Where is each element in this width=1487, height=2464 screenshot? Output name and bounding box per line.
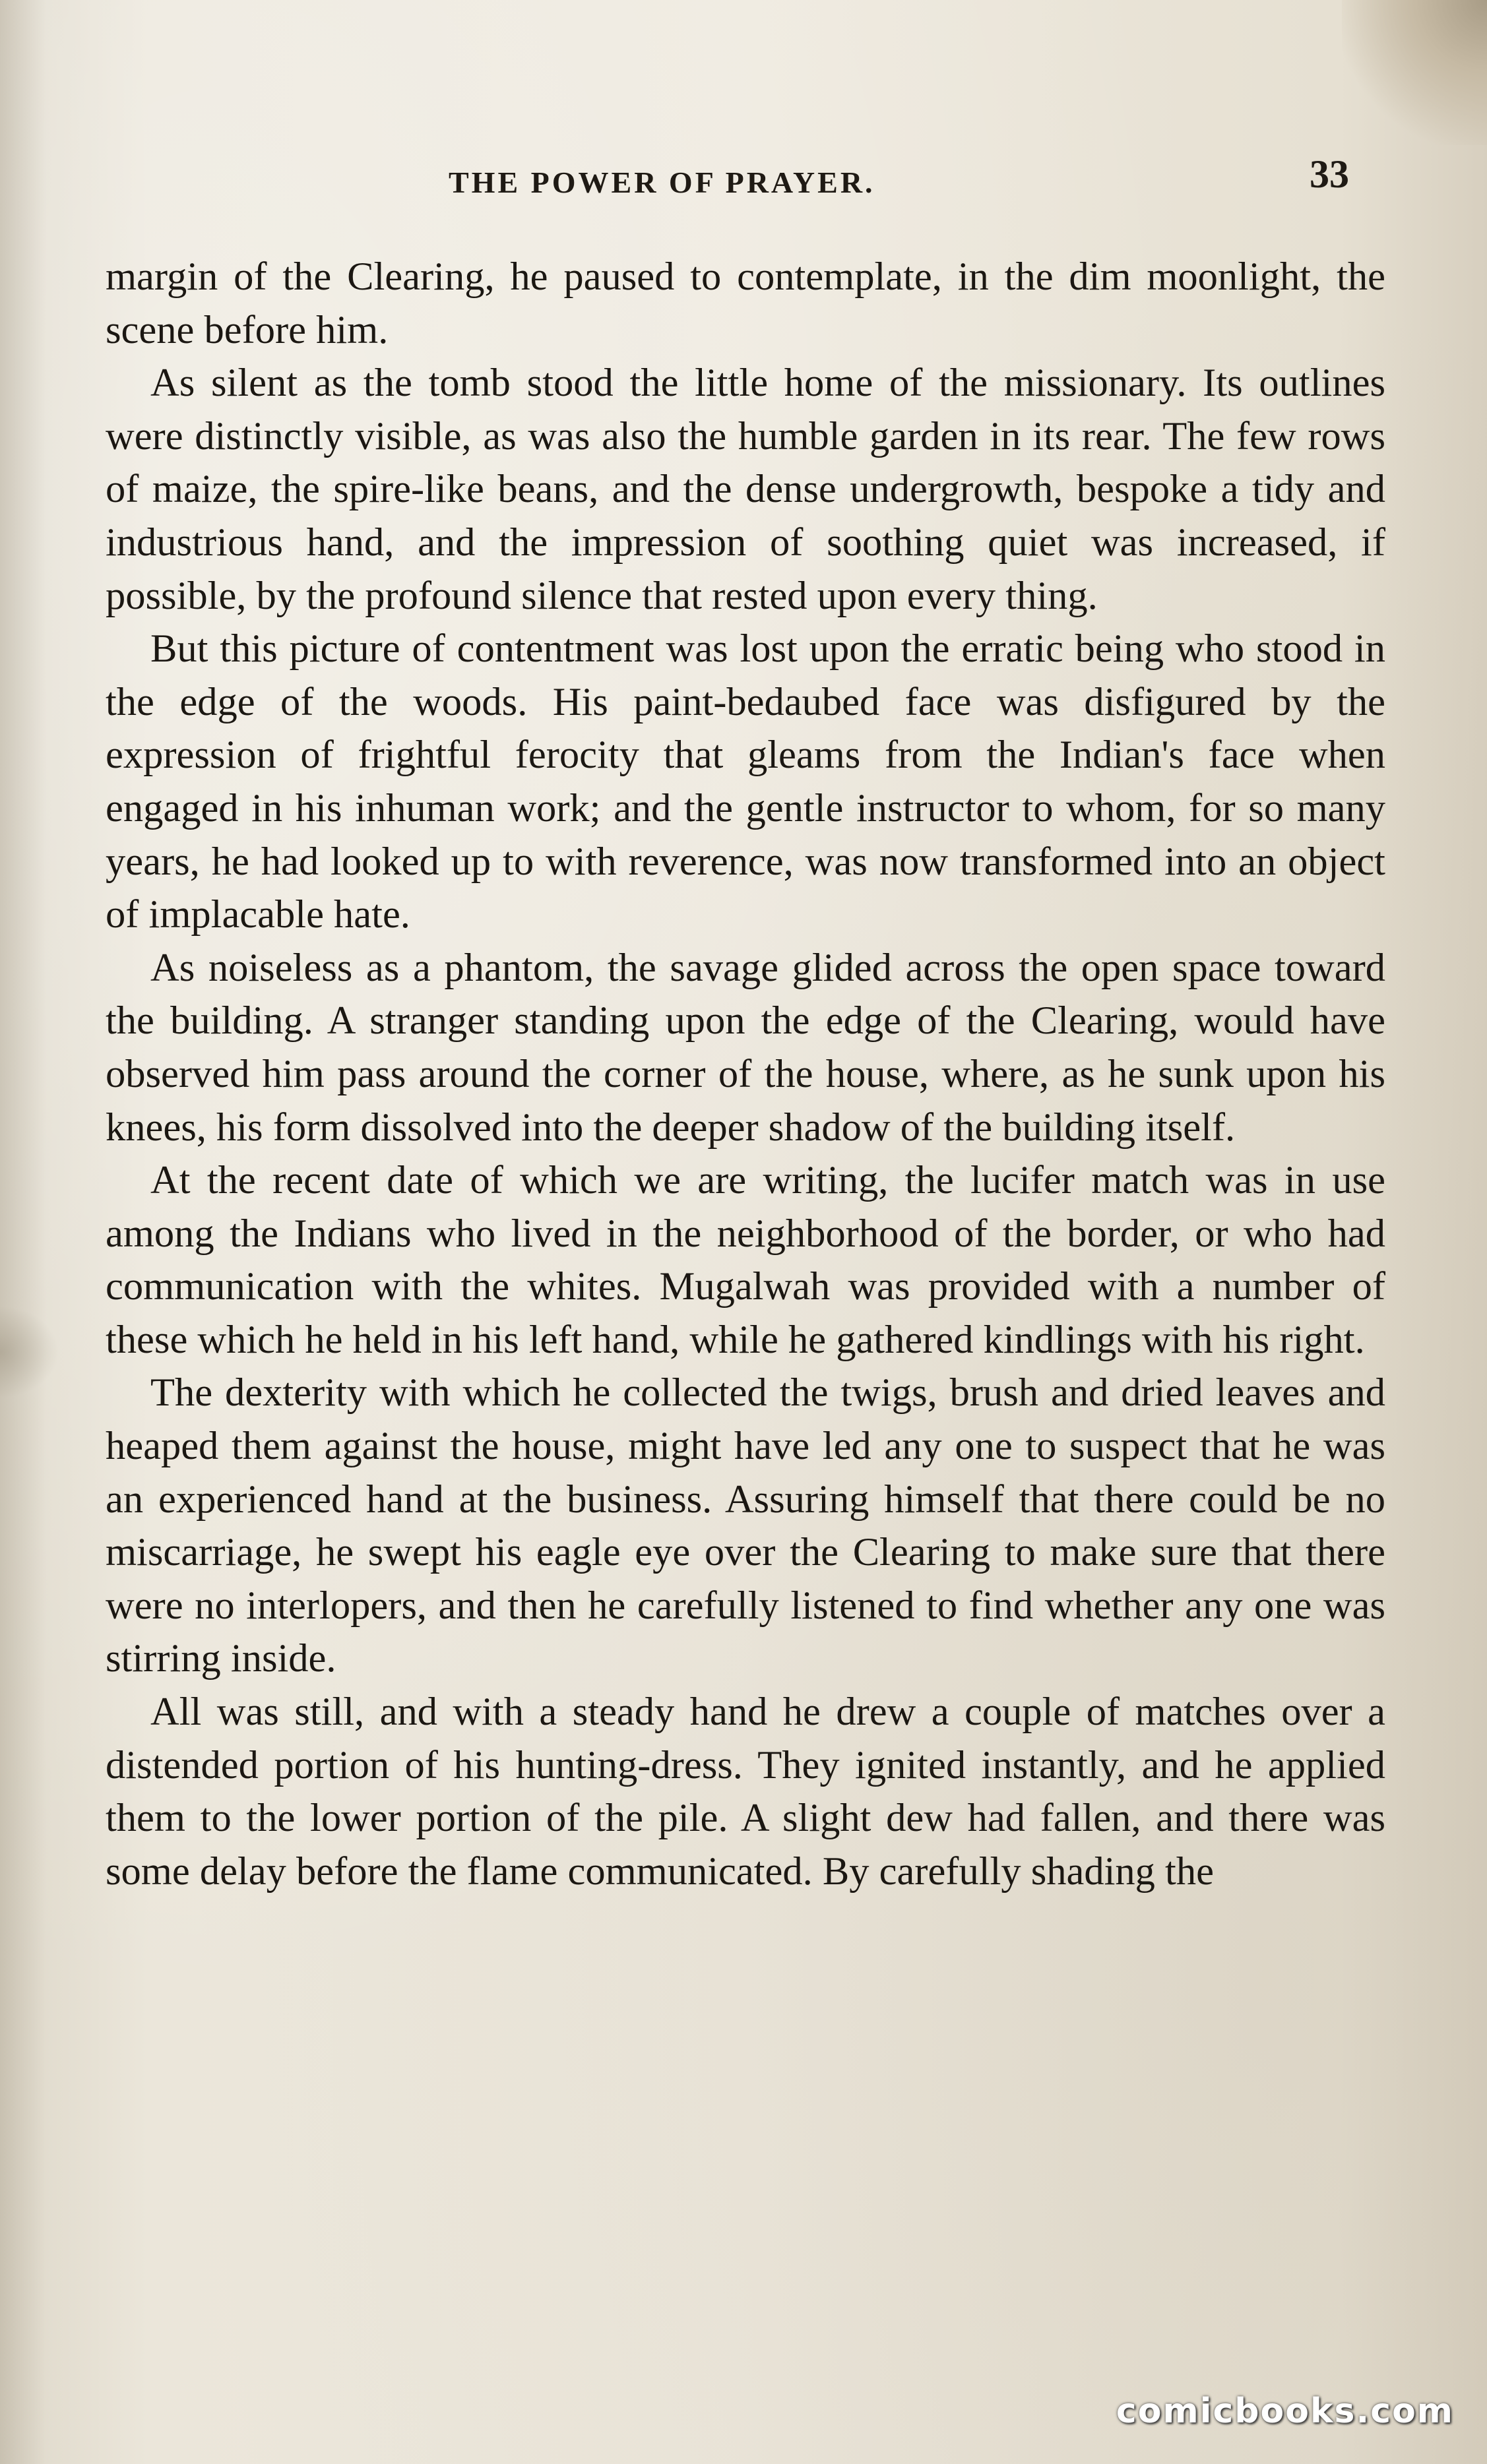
paragraph: As noiseless as a phantom, the savage glided across the open space toward the building. A stranger standing upon the edge of the Clearing, would have observed him pass around the corner of the house, where, as he sunk upon his knees, his form dissolved into the deeper shadow of the building itself. bbox=[106, 945, 1385, 1150]
body-text bbox=[106, 251, 1385, 1898]
paragraph: But this picture of contentment was lost upon the erratic being who stood in the edge of the woods. His paint-bedaubed face was disfigured by the expression of frightful ferocity that gleams from the Indian's face when engaged in his inhuman work; and the gentle instructor to whom, for so many years, he had looked up to with reverence, was now transformed into an object of implacable hate. bbox=[106, 627, 1385, 937]
page-edge-shadow bbox=[0, 0, 46, 2464]
corner-stain bbox=[1342, 0, 1487, 145]
paragraph: The dexterity with which he collected the twigs, brush and dried leaves and heaped them against the house, might have led any one to suspect that he was an experienced hand at the business. Assuring himself that there could be no miscarriage, he swept his eagle eye over the Clearing to make sure that there were no interlopers, and then he carefully listened to find whether any one was stirring inside. bbox=[106, 1371, 1385, 1681]
page-header bbox=[106, 152, 1385, 204]
page-number: 33 bbox=[1310, 152, 1349, 196]
paragraph: At the recent date of which we are writing, the lucifer match was in use among the Indians who lived in the neighborhood of the border, or who had communication with the whites. Mugalwah was provided with a number of these which he held in his left hand, while he gathered kindlings with his right. bbox=[106, 1158, 1385, 1362]
paragraph-continued: margin of the Clearing, he paused to contemplate, in the dim moonlight, the scene before him. bbox=[106, 255, 1385, 352]
watermark: comicbooks.com bbox=[1116, 2391, 1454, 2431]
paragraph: All was still, and with a steady hand he drew a couple of matches over a distended portion of his hunting-dress. They ignited instantly, and he applied them to the lower portion of the pile. A slight dew had fallen, and there was some delay before the flame communicated. By carefully shading the bbox=[106, 1690, 1385, 1894]
running-title: THE POWER OF PRAYER. bbox=[449, 166, 875, 199]
paragraph: As silent as the tomb stood the little home of the missionary. Its outlines were distinctly visible, as was also the humble garden in its rear. The few rows of maize, the spire-like beans, and the dense undergrowth, bespoke a tidy and industrious hand, and the impression of soothing quiet was increased, if possible, by the profound silence that rested upon every thing. bbox=[106, 361, 1385, 618]
page-crease bbox=[0, 1306, 59, 1398]
